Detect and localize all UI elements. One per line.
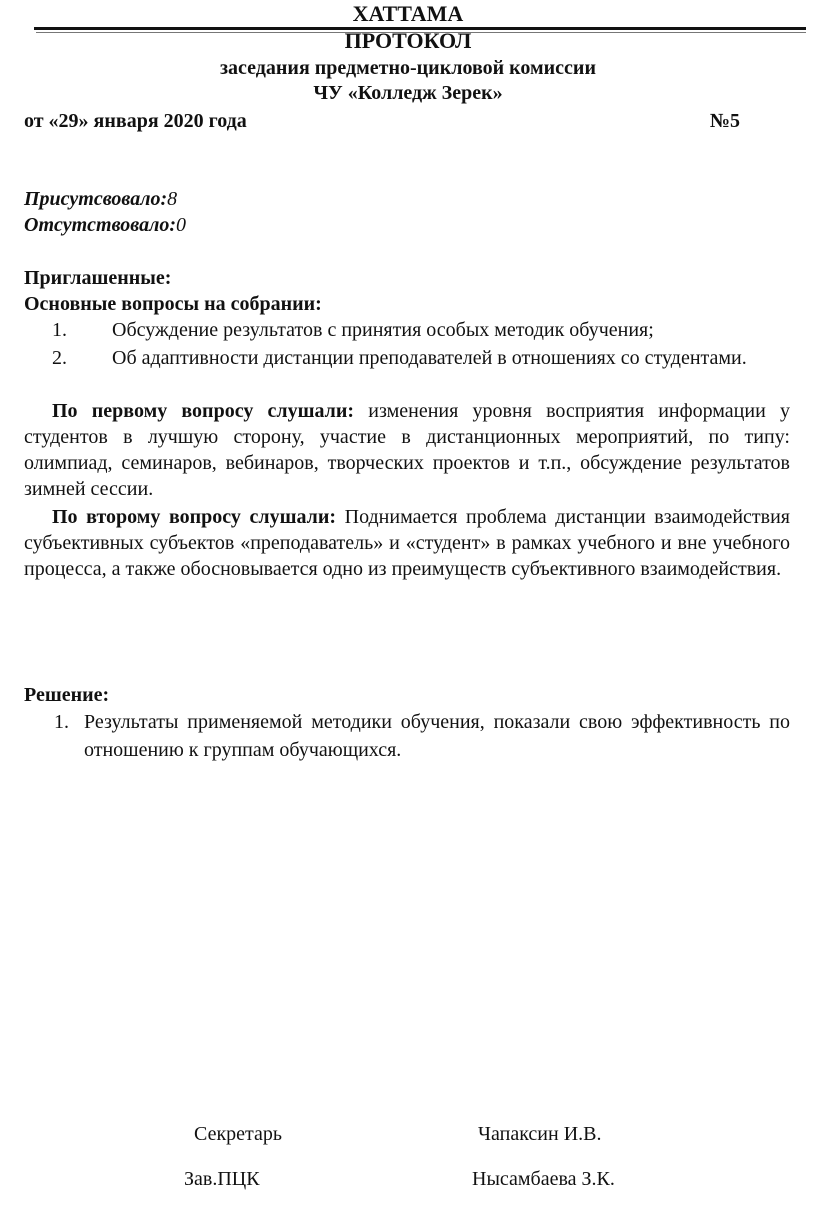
title-russian: ПРОТОКОЛ	[344, 28, 472, 53]
signature-name: Нысамбаева З.К.	[472, 1168, 615, 1190]
title-kazakh: ХАТТАМА	[352, 1, 464, 26]
signature-role: Секретарь	[194, 1123, 283, 1145]
discussion-text: Поднимается проблема дистанции взаимодействия субъективных субъектов «преподаватель» и «студент» в рамках учебного и вне учебного процесса, а также обосновывается одно из преимуществ субъективного взаимодействия.	[24, 506, 790, 580]
agenda-item-number: 1.	[52, 319, 67, 341]
decision-heading: Решение:	[24, 684, 110, 706]
invited-heading: Приглашенные:	[24, 267, 172, 289]
agenda-item-text: Об адаптивности дистанции преподавателей в отношениях со студентами.	[112, 347, 747, 369]
signature-role: Зав.ПЦК	[184, 1168, 260, 1190]
present-label: Присутсвовало:	[24, 188, 168, 210]
meeting-date: от «29» января 2020 года	[24, 110, 247, 132]
signature-name: Чапаксин И.В.	[478, 1123, 602, 1145]
agenda-item-number: 2.	[52, 347, 67, 369]
agenda-item	[52, 345, 790, 371]
subtitle-college: ЧУ «Колледж Зерек»	[313, 82, 503, 104]
discussion-lead: По первому вопросу слушали:	[52, 400, 355, 422]
decision-item-number: 1.	[54, 711, 69, 733]
subtitle-commission: заседания предметно-цикловой комиссии	[220, 57, 596, 79]
decision-item-text: Результаты применяемой методики обучения, показали свою эффективность по отношению к группам обучающихся.	[84, 711, 790, 761]
agenda-heading: Основные вопросы на собрании:	[24, 293, 322, 315]
discussion-text: изменения уровня восприятия информации у студентов в лучшую сторону, участие в дистанционных мероприятий, по типу: олимпиад, семинаров, вебинаров, творческих проектов и т.п., обсуждение результатов зимней сессии.	[24, 400, 790, 500]
absent-label: Отсутствовало:	[24, 214, 177, 236]
absent-value: 0	[176, 214, 187, 236]
date-line	[24, 108, 740, 134]
agenda-item	[52, 317, 790, 343]
attendance-absent	[24, 212, 186, 238]
decision-item	[54, 708, 790, 764]
discussion-paragraph-2	[24, 504, 790, 582]
discussion-paragraph-1	[24, 398, 790, 502]
protocol-number: №5	[709, 110, 740, 132]
discussion-lead: По второму вопросу слушали:	[52, 506, 337, 528]
agenda-item-text: Обсуждение результатов с принятия особых методик обучения;	[112, 319, 654, 341]
attendance-present	[24, 186, 177, 212]
present-value: 8	[167, 188, 178, 210]
